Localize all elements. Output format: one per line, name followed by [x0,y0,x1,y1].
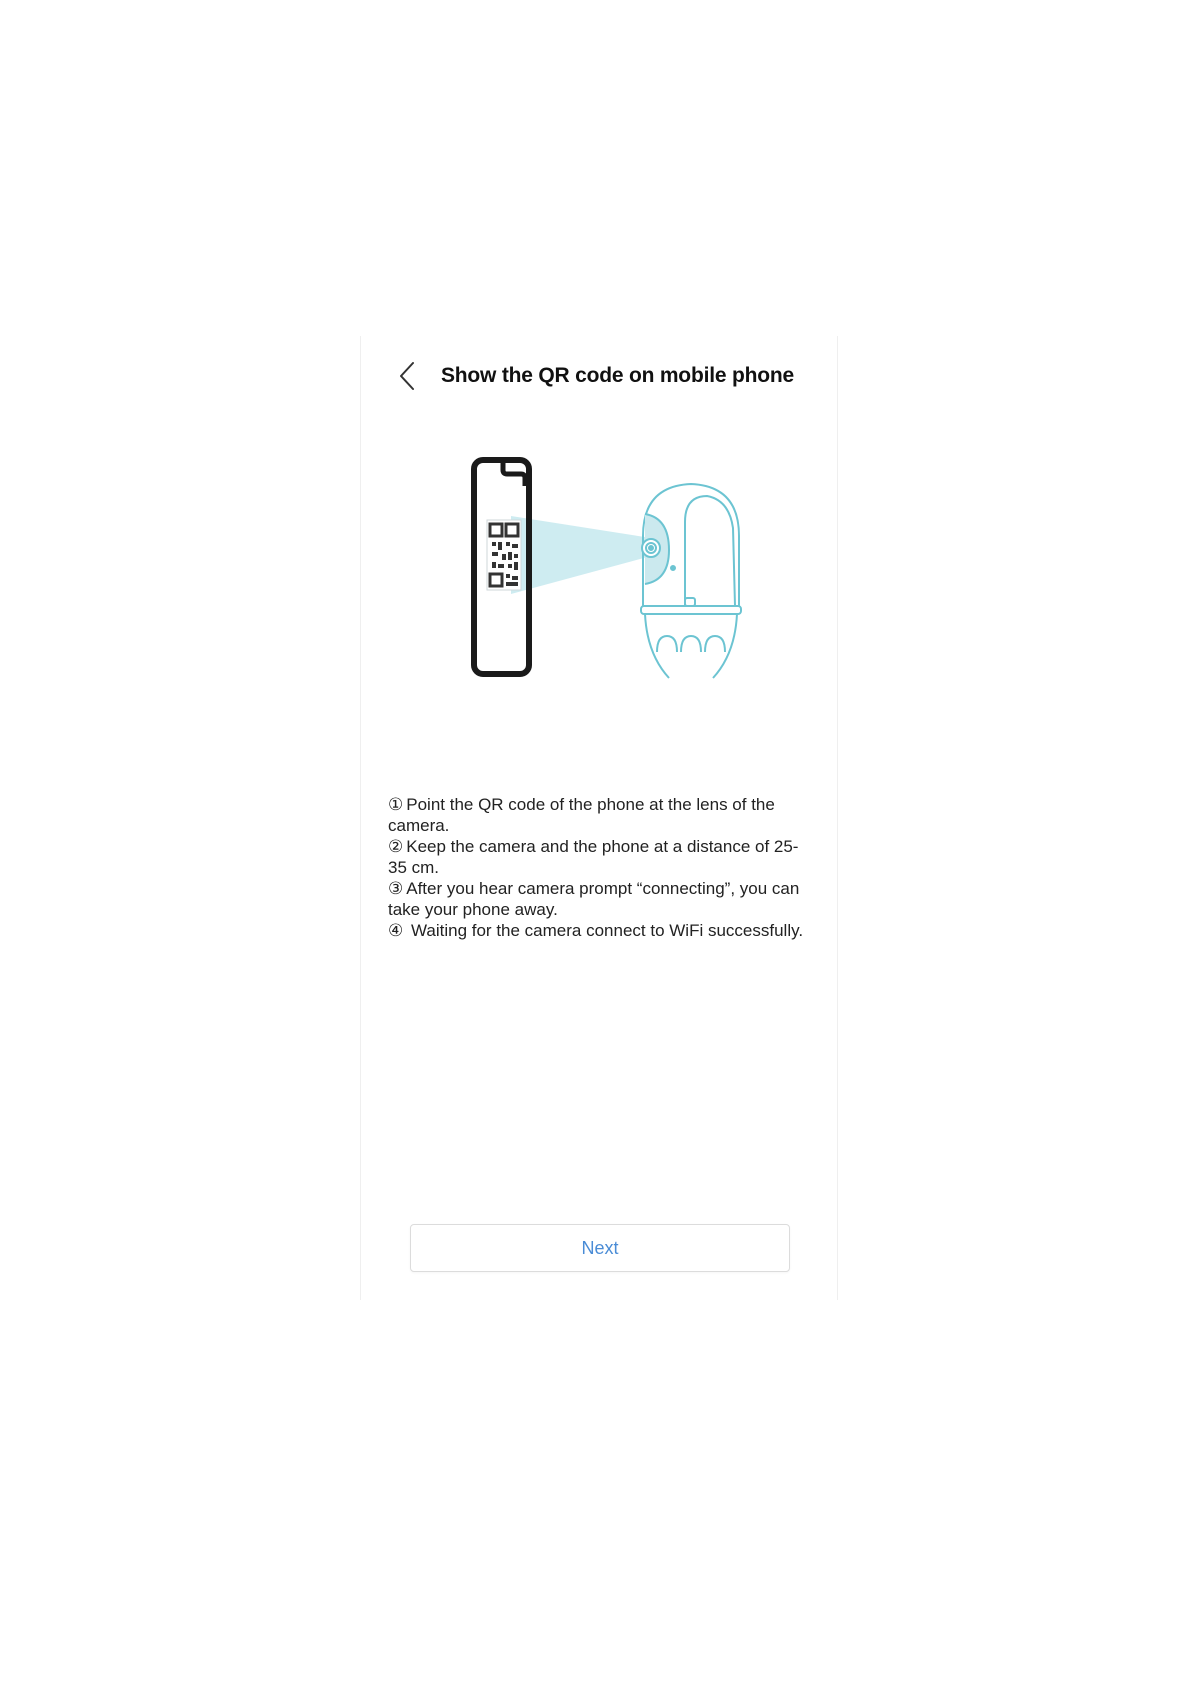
app-screen [360,336,838,1300]
step-text: Keep the camera and the phone at a distance of 25-35 cm. [388,837,799,877]
phone-qr-icon [474,460,529,674]
step-text: Point the QR code of the phone at the lens of the camera. [388,795,775,835]
step-text: After you hear camera prompt “connecting”, you can take your phone away. [388,879,800,919]
instruction-step-3 [388,878,813,920]
next-button[interactable]: Next [410,1224,790,1272]
instruction-list [388,794,813,941]
step-number: ④ [388,921,404,940]
chevron-left-icon [398,360,416,392]
page-title: Show the QR code on mobile phone [441,364,794,387]
step-text: Waiting for the camera connect to WiFi successfully. [406,921,804,940]
instruction-step-4 [388,920,813,941]
step-number: ② [388,837,404,856]
back-button[interactable] [391,358,423,394]
header [361,336,837,416]
instruction-step-2 [388,836,813,878]
instruction-step-1 [388,794,813,836]
step-number: ① [388,795,404,814]
camera-icon [641,484,741,678]
qr-scan-illustration [471,456,761,682]
step-number: ③ [388,879,404,898]
